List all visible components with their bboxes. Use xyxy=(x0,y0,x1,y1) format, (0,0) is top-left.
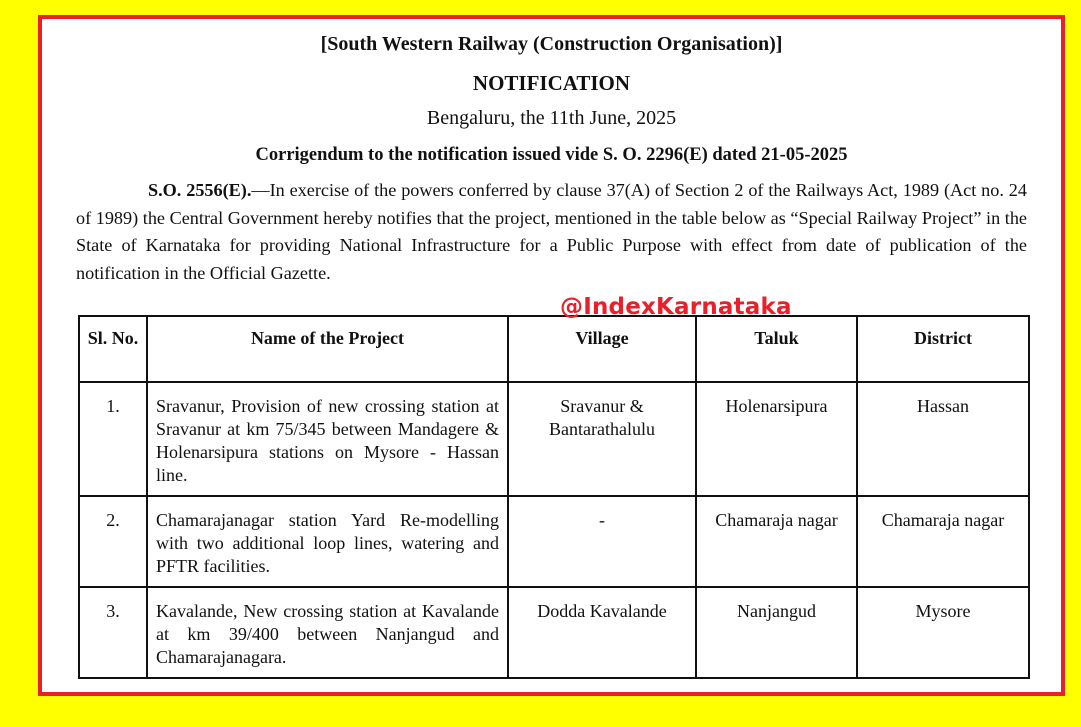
cell-sl-no: 3. xyxy=(79,587,147,678)
cell-project: Sravanur, Provision of new crossing station at Sravanur at km 75/345 between Mandagere & Holenarsipura stations on Mysore - Hassan line. xyxy=(147,382,508,496)
cell-taluk: Holenarsipura xyxy=(696,382,857,496)
so-number: S.O. 2556(E). xyxy=(148,180,252,200)
cell-village: Sravanur & Bantarathalulu xyxy=(508,382,696,496)
organisation-heading: [South Western Railway (Construction Organisation)] xyxy=(320,33,783,55)
column-header-taluk: Taluk xyxy=(696,316,857,382)
cell-taluk: Chamaraja nagar xyxy=(696,496,857,587)
table-row xyxy=(79,587,1029,678)
notification-paragraph xyxy=(76,177,1027,288)
cell-taluk: Nanjangud xyxy=(696,587,857,678)
notification-frame xyxy=(38,15,1065,696)
cell-sl-no: 2. xyxy=(79,496,147,587)
cell-project: Chamarajanagar station Yard Re-modelling with two additional loop lines, watering and PFTR facilities. xyxy=(147,496,508,587)
cell-sl-no: 1. xyxy=(79,382,147,496)
watermark-text: @IndexKarnataka xyxy=(560,294,792,320)
table-row xyxy=(79,382,1029,496)
cell-project: Kavalande, New crossing station at Kavalande at km 39/400 between Nanjangud and Chamarajanagara. xyxy=(147,587,508,678)
table-row xyxy=(79,496,1029,587)
document-title: NOTIFICATION xyxy=(472,71,631,95)
column-header-village: Village xyxy=(508,316,696,382)
corrigendum-subject: Corrigendum to the notification issued vide S. O. 2296(E) dated 21-05-2025 xyxy=(255,145,848,165)
table-header-row xyxy=(79,316,1029,382)
cell-district: Chamaraja nagar xyxy=(857,496,1029,587)
project-table xyxy=(78,315,1030,679)
column-header-sl-no: Sl. No. xyxy=(79,316,147,382)
place-date: Bengaluru, the 11th June, 2025 xyxy=(426,107,677,129)
cell-district: Mysore xyxy=(857,587,1029,678)
column-header-project: Name of the Project xyxy=(147,316,508,382)
cell-district: Hassan xyxy=(857,382,1029,496)
paragraph-text: —In exercise of the powers conferred by clause 37(A) of Section 2 of the Railways Act, 1989 (Act no. 24 of 1989) the Central Government hereby notifies that the project, mentioned in the table below as “Special Railway Project” in the State of Karnataka for providing National Infrastructure for a Public Purpose with effect from date of publication of the notification in the Official Gazette. xyxy=(76,180,1027,284)
cell-village: Dodda Kavalande xyxy=(508,587,696,678)
column-header-district: District xyxy=(857,316,1029,382)
cell-village: - xyxy=(508,496,696,587)
